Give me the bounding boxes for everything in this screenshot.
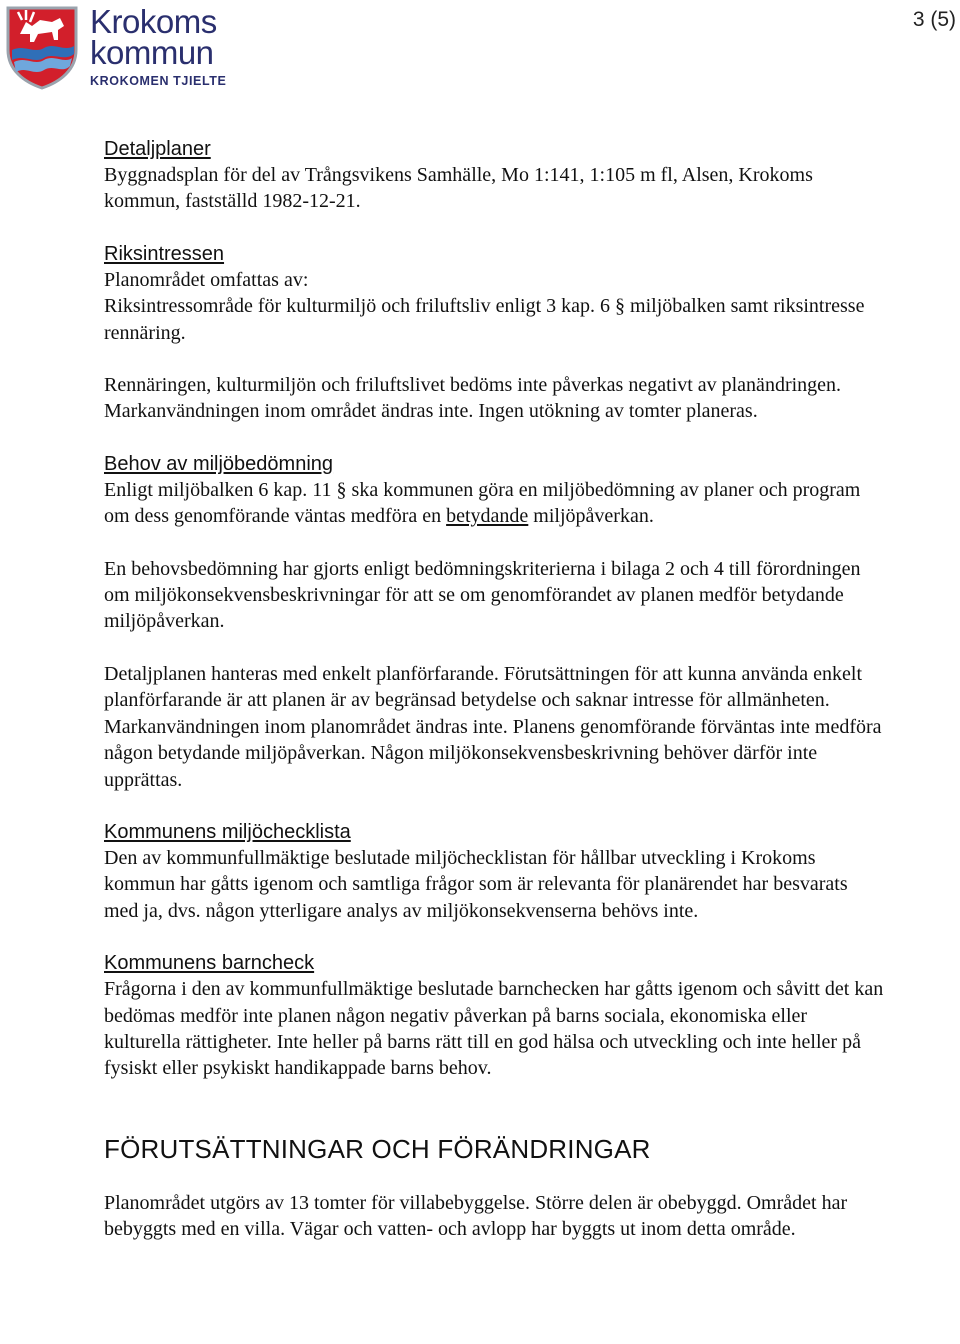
heading-behov-av-miljobedomning: Behov av miljöbedömning [104, 452, 334, 475]
barncheck-text: Frågorna i den av kommunfullmäktige beslutade barnchecken har gåtts igenom och såvitt det kan bedömas medför inte planen någon negativ påverkan på barns sociala, ekonomiska eller kulturella rättigheter. Inte heller på barns rätt till en god hälsa och utveckling och inte heller på fysiskt eller psykiskt handikappade barns behov. [104, 978, 884, 1080]
behov-para1: Enligt miljöbalken 6 kap. 11 § ska kommunen göra en miljöbedömning av planer och program om dess genomförande väntas medföra en betydande miljöpåverkan. [104, 478, 861, 528]
logo-subtitle: KROKOMEN TJIELTE [90, 74, 227, 88]
page-number: 3 (5) [912, 8, 956, 31]
document-body [104, 136, 884, 1243]
riksintressen-para2: Rennäringen, kulturmiljön och friluftslivet bedöms inte påverkas negativt av planändringen. Markanvändningen inom området ändras inte. Ingen utökning av tomter planeras. [104, 374, 842, 423]
heading-riksintressen: Riksintressen [104, 242, 225, 265]
municipal-shield-icon [4, 4, 80, 90]
behov-para2: En behovsbedömning har gjorts enligt bedömningskriterierna i bilaga 2 och 4 till förordningen om miljökonsekvensbeskrivningar för att se om genomförandet av planen medför betydande miljöpåverkan. [104, 557, 861, 633]
forutsattningar-text: Planområdet utgörs av 13 tomter för villabebyggelse. Större delen är obebyggd. Området har bebyggts med en villa. Vägar och vatten- och avlopp har byggts ut inom detta område. [104, 1191, 848, 1241]
heading-forutsattningar-och-forandringar: FÖRUTSÄTTNINGAR OCH FÖRÄNDRINGAR [104, 1133, 651, 1164]
behov-para3: Detaljplanen hanteras med enkelt planförfarande. Förutsättningen för att kunna använda enkelt planförfarande är att planen är av begränsad betydelse och saknar intresse för allmänheten. Markanvändningen inom planområdet ändras inte. Planens genomförande förväntas inte medföra någon betydande miljöpåverkan. Någon miljökonsekvensbeskrivning behöver därför inte upprättas. [104, 662, 882, 791]
riksintressen-line1: Planområdet omfattas av: [104, 268, 309, 291]
miljochecklista-text: Den av kommunfullmäktige beslutade miljöchecklistan för hållbar utveckling i Krokoms kommun har gåtts igenom och samtliga frågor som är relevanta för planärendet har besvarats med ja, dvs. någon ytterligare analys av miljökonsekvenserna behövs inte. [104, 846, 848, 922]
underlined-word: betydande [446, 505, 529, 528]
logo-name-line1: Krokoms [90, 3, 217, 40]
logo-name-line2: kommun [90, 34, 214, 71]
heading-detaljplaner: Detaljplaner [104, 138, 211, 160]
riksintressen-line2: Riksintressområde för kulturmiljö och friluftsliv enligt 3 kap. 6 § miljöbalken samt riksintresse rennäring. [104, 295, 865, 344]
heading-kommunens-barncheck: Kommunens barncheck [104, 952, 315, 975]
heading-kommunens-miljochecklista: Kommunens miljöchecklista [104, 820, 351, 843]
detaljplaner-text: Byggnadsplan för del av Trångsvikens Samhälle, Mo 1:141, 1:105 m fl, Alsen, Krokoms kommun, fastställd 1982-12-21. [104, 164, 813, 213]
krokoms-kommun-logo [4, 4, 244, 94]
